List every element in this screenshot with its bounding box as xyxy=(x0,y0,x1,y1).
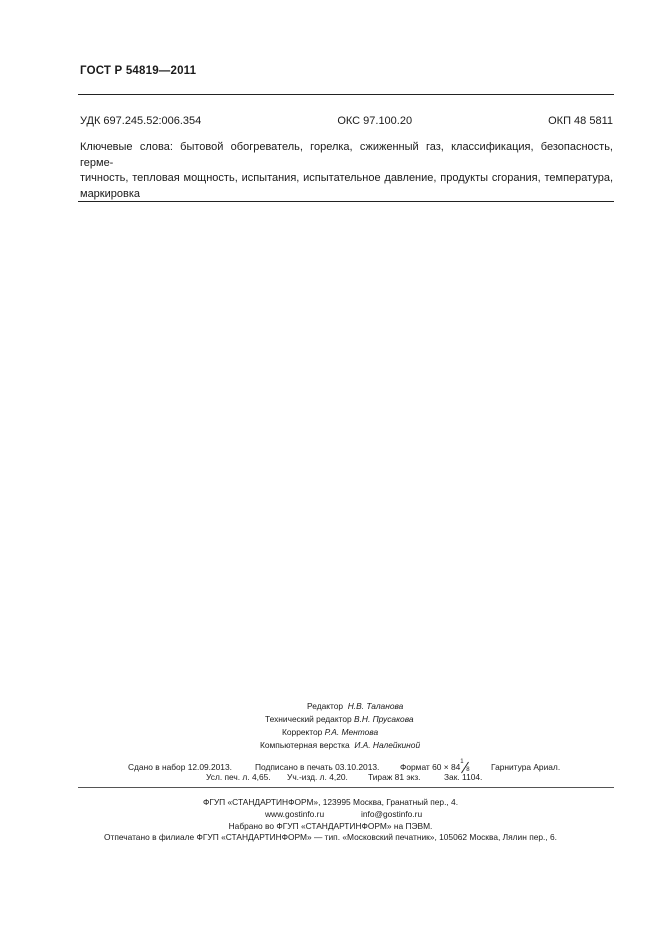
publisher-email[interactable]: info@gostinfo.ru xyxy=(361,809,423,819)
keywords-line: тичность, тепловая мощность, испытания, испытательное давление, продукты сгорания, температура, xyxy=(80,172,613,184)
typeface-info: Гарнитура Ариал. xyxy=(491,762,561,772)
keywords-line: Ключевые слова: бытовой обогреватель, горелка, сжиженный газ, классификация, безопасность, герме- xyxy=(80,141,613,169)
editor-label: Редактор xyxy=(307,701,344,711)
pub-sheets: Уч.-изд. л. 4,20. xyxy=(287,772,348,782)
publisher-rule xyxy=(78,787,614,788)
format-label: Формат 60 xyxy=(400,762,442,772)
circulation: Тираж 81 экз. xyxy=(368,772,421,782)
signed-date: Подписано в печать 03.10.2013. xyxy=(255,762,380,772)
tech-editor-name: В.Н. Прусакова xyxy=(353,714,414,724)
print-sheets: Усл. печ. л. 4,65. xyxy=(206,772,271,782)
keywords-block xyxy=(80,140,613,202)
keywords-line: маркировка xyxy=(80,187,141,200)
editor-row xyxy=(307,700,403,713)
tech-editor-label: Технический редактор xyxy=(265,714,352,724)
publisher-address: ФГУП «СТАНДАРТИНФОРМ», 123995 Москва, Гранатный пер., 4. xyxy=(202,797,459,807)
order-number: Зак. 1104. xyxy=(444,772,483,782)
layout-row xyxy=(260,739,420,752)
standard-code: ГОСТ Р 54819—2011 xyxy=(80,65,197,77)
format-84: 84 xyxy=(450,762,461,772)
typeset-info: Набрано во ФГУП «СТАНДАРТИНФОРМ» на ПЭВМ. xyxy=(228,821,433,831)
oks-code: ОКС 97.100.20 xyxy=(337,115,413,127)
corrector-label: Корректор xyxy=(282,727,323,737)
corrector-name: Р.А. Ментова xyxy=(324,727,379,737)
submitted-date: Сдано в набор 12.09.2013. xyxy=(128,762,232,772)
format-numerator: 1 xyxy=(460,758,464,765)
layout-label: Компьютерная верстка xyxy=(260,740,350,750)
editor-name: Н.В. Таланова xyxy=(347,701,404,711)
corrector-row xyxy=(282,726,378,739)
okp-code: ОКП 48 5811 xyxy=(548,115,613,127)
publisher-website[interactable]: www.gostinfo.ru xyxy=(265,809,325,819)
format-times: × xyxy=(443,762,449,772)
top-rule xyxy=(78,94,614,95)
format-denominator: 8 xyxy=(466,766,470,773)
layout-name: И.А. Налейкиной xyxy=(354,740,421,750)
tech-editor-row xyxy=(265,713,414,726)
printed-info: Отпечатано в филиале ФГУП «СТАНДАРТИНФОРМ» — тип. «Московский печатник», 105062 Москва, Лялин пер., 6. xyxy=(103,832,558,842)
udk-code: УДК 697.245.52:006.354 xyxy=(80,115,202,127)
keywords-rule xyxy=(78,201,614,202)
classification-row xyxy=(80,115,613,127)
